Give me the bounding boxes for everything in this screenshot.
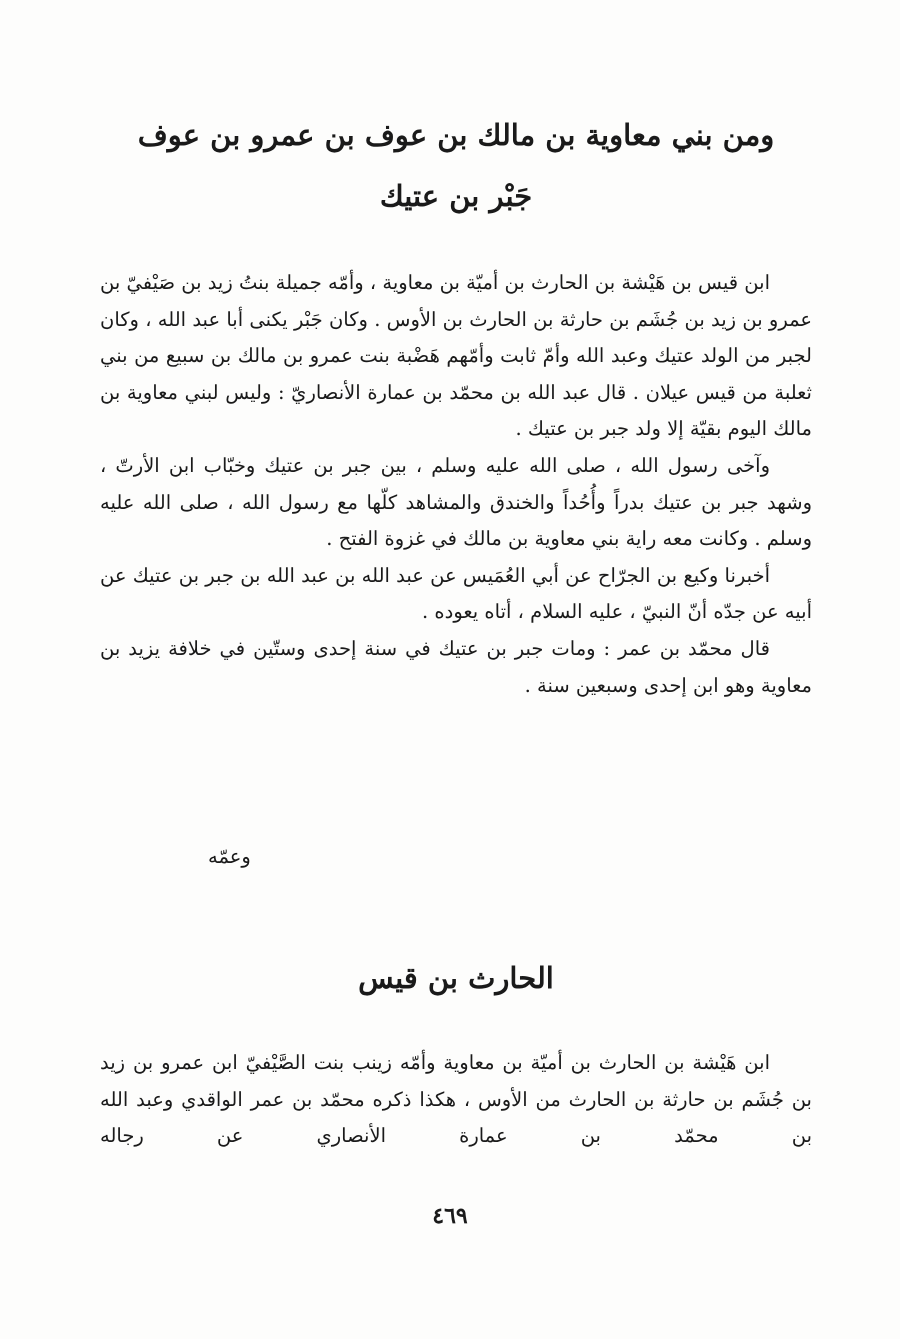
page-number: ٤٦٩	[432, 1203, 468, 1229]
paragraph: ابن قيس بن هَيْشة بن الحارث بن أميّة بن معاوية ، وأمّه جميلة بنتُ زيد بن صَيْفيّ بن عمرو بن زيد بن جُشَم بن حارثة بن الحارث بن الأوس . وكان جَبْر يكنى أبا عبد الله ، وكان لجبر من الولد عتيك وعبد الله وأمّ ثابت وأمّهم هَضْبة بنت عمرو بن مالك بن سبيع من بني ثعلبة من قيس عيلان . قال عبد الله بن محمّد بن عمارة الأنصاريّ : وليس لبني معاوية بن مالك اليوم بقيّة إلا ولد جبر بن عتيك .	[100, 271, 812, 441]
biography-heading-harith: الحارث بن قيس	[358, 961, 554, 995]
paragraph: وآخى رسول الله ، صلى الله عليه وسلم ، بين جبر بن عتيك وخبّاب ابن الأرتّ ، وشهد جبر بن عتيك بدراً وأُحُداً والخندق والمشاهد كلّها مع رسول الله ، صلى الله عليه وسلم . وكانت معه راية بني معاوية بن مالك في غزوة الفتح .	[100, 453, 812, 551]
catchword: وعمّه	[208, 845, 251, 868]
section-title: ومن بني معاوية بن مالك بن عوف بن عمرو بن عوف	[137, 118, 775, 152]
paragraph: أخبرنا وكيع بن الجرّاح عن أبي العُمَيس عن عبد الله بن عبد الله بن جبر بن عتيك عن أبيه عن جدّه أنّ النبيّ ، عليه السلام ، أتاه يعوده .	[100, 563, 812, 624]
closing-line	[100, 631, 812, 704]
paragraph: ابن هَيْشة بن الحارث بن أميّة بن معاوية وأمّه زينب بنت الصَّيْفيّ ابن عمرو بن زيد بن جُشَم بن حارثة بن الحارث من الأوس ، هكذا ذكره محمّد بن عمر الواقدي وعبد الله بن محمّد بن عمارة الأنصاري عن رجاله	[100, 1051, 812, 1148]
paragraph: قال محمّد بن عمر : ومات جبر بن عتيك في سنة إحدى وستّين في خلافة يزيد بن معاوية وهو ابن إحدى وسبعين سنة .	[100, 636, 812, 697]
biography-body-jabr	[100, 265, 812, 704]
biography-heading-jabr: جَبْر بن عتيك	[379, 179, 533, 213]
biography-body-harith	[100, 1045, 812, 1155]
